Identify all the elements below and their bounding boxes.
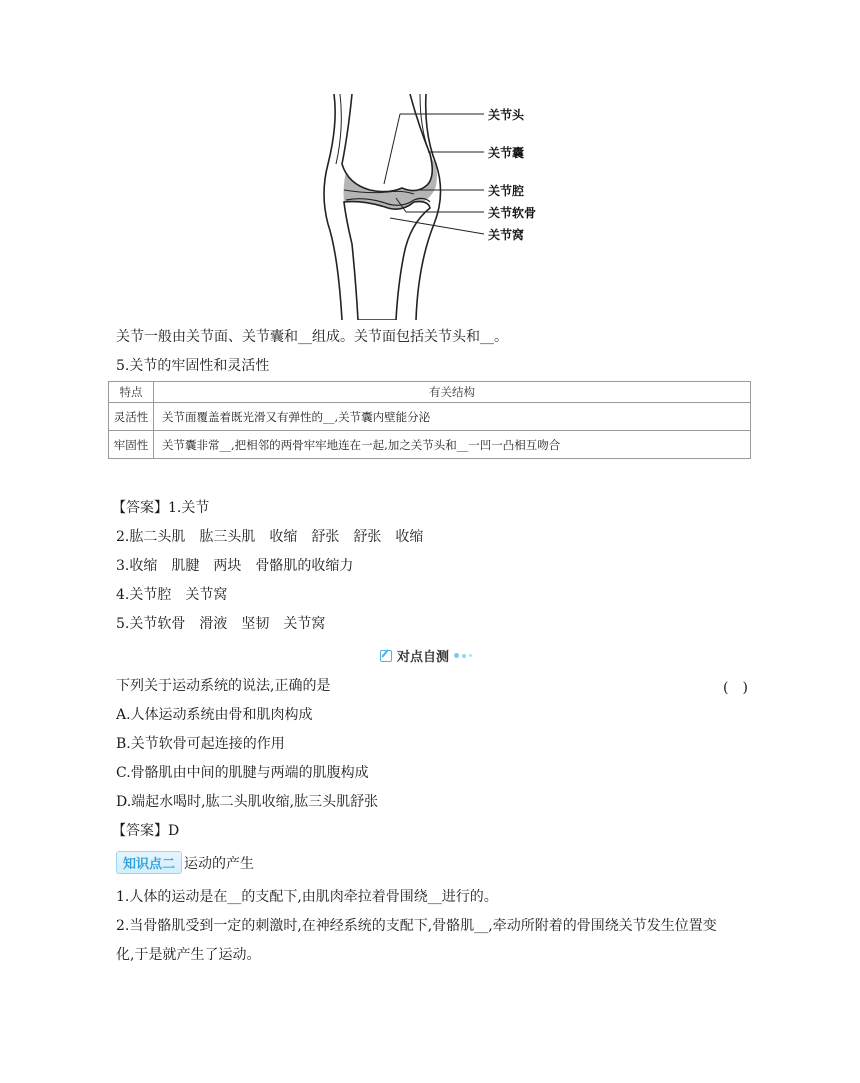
answer-line: 2.肱二头肌 肱三头肌 收缩 舒张 舒张 收缩 xyxy=(116,529,424,545)
joint-intro-text: 关节一般由关节面、关节囊和__组成。关节面包括关节头和__。 xyxy=(116,329,508,345)
answer-line: 3.收缩 肌腱 两块 骨骼肌的收缩力 xyxy=(116,558,354,574)
label-joint-socket: 关节窝 xyxy=(488,228,525,242)
table-row xyxy=(109,431,751,459)
knowledge-point-tag: 知识点二 xyxy=(116,851,182,874)
label-articular-cartilage: 关节软骨 xyxy=(488,206,537,220)
self-test-title: 对点自测 xyxy=(397,650,450,665)
answer-line: 5.关节软骨 滑液 坚韧 关节窝 xyxy=(116,616,326,632)
label-joint-head: 关节头 xyxy=(488,108,525,122)
self-test-answer: 【答案】D xyxy=(112,823,180,839)
pencil-icon xyxy=(380,650,392,662)
knowledge-point-title: 运动的产生 xyxy=(184,855,255,872)
option-d: D.端起水喝时,肱二头肌收缩,肱三头肌舒张 xyxy=(116,794,379,810)
table-header-row xyxy=(109,382,751,403)
table-cell: 关节面覆盖着既光滑又有弹性的__,关节囊内壁能分泌 xyxy=(154,403,751,431)
option-b: B.关节软骨可起连接的作用 xyxy=(116,736,285,752)
answer-line: 4.关节腔 关节窝 xyxy=(116,587,228,603)
dots-icon xyxy=(454,653,472,658)
answer-line: 【答案】1.关节 xyxy=(112,500,210,516)
table-header: 特点 xyxy=(109,382,154,403)
table-cell: 牢固性 xyxy=(109,431,154,459)
kp-item: 化,于是就产生了运动。 xyxy=(116,947,261,963)
option-c: C.骨骼肌由中间的肌腱与两端的肌腹构成 xyxy=(116,765,369,781)
joint-diagram xyxy=(318,94,558,320)
answer-bracket: ( ) xyxy=(723,680,748,696)
label-joint-cavity: 关节腔 xyxy=(488,184,525,198)
table-cell: 关节囊非常__,把相邻的两骨牢牢地连在一起,加之关节头和__一凹一凸相互吻合 xyxy=(154,431,751,459)
option-a: A.人体运动系统由骨和肌肉构成 xyxy=(116,707,313,723)
table-cell: 灵活性 xyxy=(109,403,154,431)
joint-properties-table xyxy=(108,381,751,459)
kp-item: 2.当骨骼肌受到一定的刺激时,在神经系统的支配下,骨骼肌__,牵动所附着的骨围绕关节发生位置变 xyxy=(116,918,717,934)
section5-title: 5.关节的牢固性和灵活性 xyxy=(116,358,270,374)
table-row xyxy=(109,403,751,431)
table-header: 有关结构 xyxy=(154,382,751,403)
knowledge-point-heading xyxy=(116,851,254,874)
label-joint-capsule: 关节囊 xyxy=(488,146,525,160)
question-text: 下列关于运动系统的说法,正确的是 xyxy=(116,678,331,694)
kp-item: 1.人体的运动是在__的支配下,由肌肉牵拉着骨围绕__进行的。 xyxy=(116,889,498,905)
self-test-heading xyxy=(380,646,472,665)
